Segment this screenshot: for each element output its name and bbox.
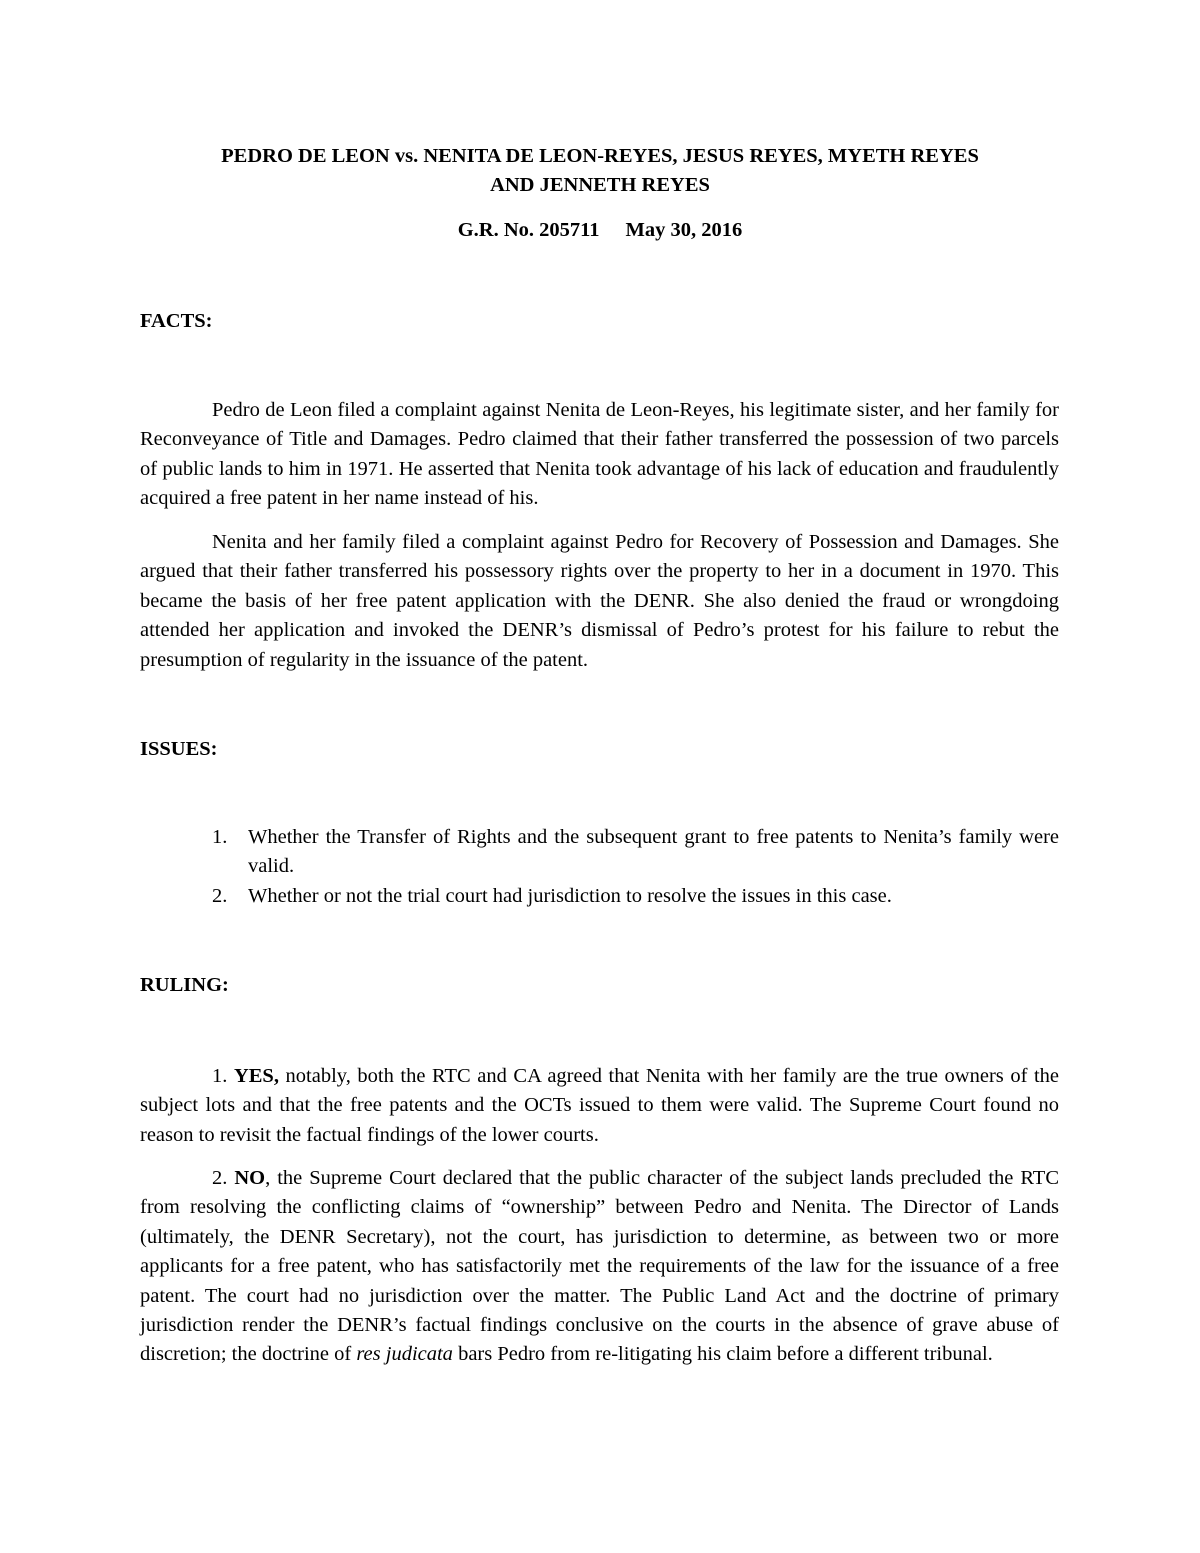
ruling-heading: RULING: xyxy=(140,974,229,996)
case-title xyxy=(140,142,1060,200)
gr-number: G.R. No. 205711 xyxy=(457,219,600,241)
case-reference xyxy=(140,216,1060,245)
issue-item xyxy=(140,823,1059,882)
ruling-1-number: 1. xyxy=(212,1065,228,1087)
ruling-1-answer: YES, xyxy=(233,1065,279,1087)
ruling-paragraph-1 xyxy=(140,1062,1059,1150)
case-title-line-1: PEDRO DE LEON vs. NENITA DE LEON-REYES, JESUS REYES, MYETH REYES xyxy=(221,145,979,167)
decision-date: May 30, 2016 xyxy=(625,219,743,241)
issue-number: 2. xyxy=(212,884,228,907)
issue-text: Whether or not the trial court had jurisdiction to resolve the issues in this case. xyxy=(248,884,892,907)
issues-heading: ISSUES: xyxy=(140,738,218,760)
facts-heading: FACTS: xyxy=(140,310,213,332)
issue-text: Whether the Transfer of Rights and the subsequent grant to free patents to Nenita’s family were valid. xyxy=(248,826,1059,878)
res-judicata-term: res judicata xyxy=(356,1343,453,1366)
case-title-line-2: AND JENNETH REYES xyxy=(490,174,710,196)
issue-item xyxy=(140,882,1059,911)
facts-paragraph-1: Pedro de Leon filed a complaint against Nenita de Leon-Reyes, his legitimate sister, and her family for Reconveyance of Title and Damages. Pedro claimed that their father transferred the possession of two parcels of public lands to him in 1971. He asserted that Nenita took advantage of his lack of education and fraudulently acquired a free patent in her name instead of his. xyxy=(140,399,1059,510)
ruling-2-text-end: bars Pedro from re-litigating his claim before a different tribunal. xyxy=(458,1343,993,1366)
ruling-2-number: 2. xyxy=(212,1167,228,1189)
ruling-1-text: notably, both the RTC and CA agreed that Nenita with her family are the true owners of the subject lots and that the free patents and the OCTs issued to them were valid. The Supreme Court found no reason to revisit the factual findings of the lower courts. xyxy=(140,1065,1060,1146)
ruling-paragraph-2 xyxy=(140,1164,1059,1370)
ruling-2-text: , the Supreme Court declared that the public character of the subject lands precluded the RTC from resolving the conflicting claims of “ownership” between Pedro and Nenita. The Director of Lands (ultimately, the DENR Secretary), not the court, has jurisdiction to determine, as between two or more applicants for a free patent, who has satisfactorily met the requirements of the law for the issuance of a free patent. The court had no jurisdiction over the matter. The Public Land Act and the doctrine of primary jurisdiction render the DENR’s factual findings conclusive on the courts in the absence of grave abuse of discretion; the doctrine of xyxy=(140,1167,1060,1366)
ruling-2-answer: NO xyxy=(234,1167,266,1189)
facts-paragraph-2: Nenita and her family filed a complaint against Pedro for Recovery of Possession and Damages. She argued that their father transferred his possessory rights over the property to her in a document in 1970. This became the basis of her free patent application with the DENR. She also denied the fraud or wrongdoing attended her application and invoked the DENR’s dismissal of Pedro’s protest for his failure to rebut the presumption of regularity in the issuance of the patent. xyxy=(140,531,1059,671)
issue-number: 1. xyxy=(212,826,228,848)
issues-list xyxy=(140,823,1059,911)
